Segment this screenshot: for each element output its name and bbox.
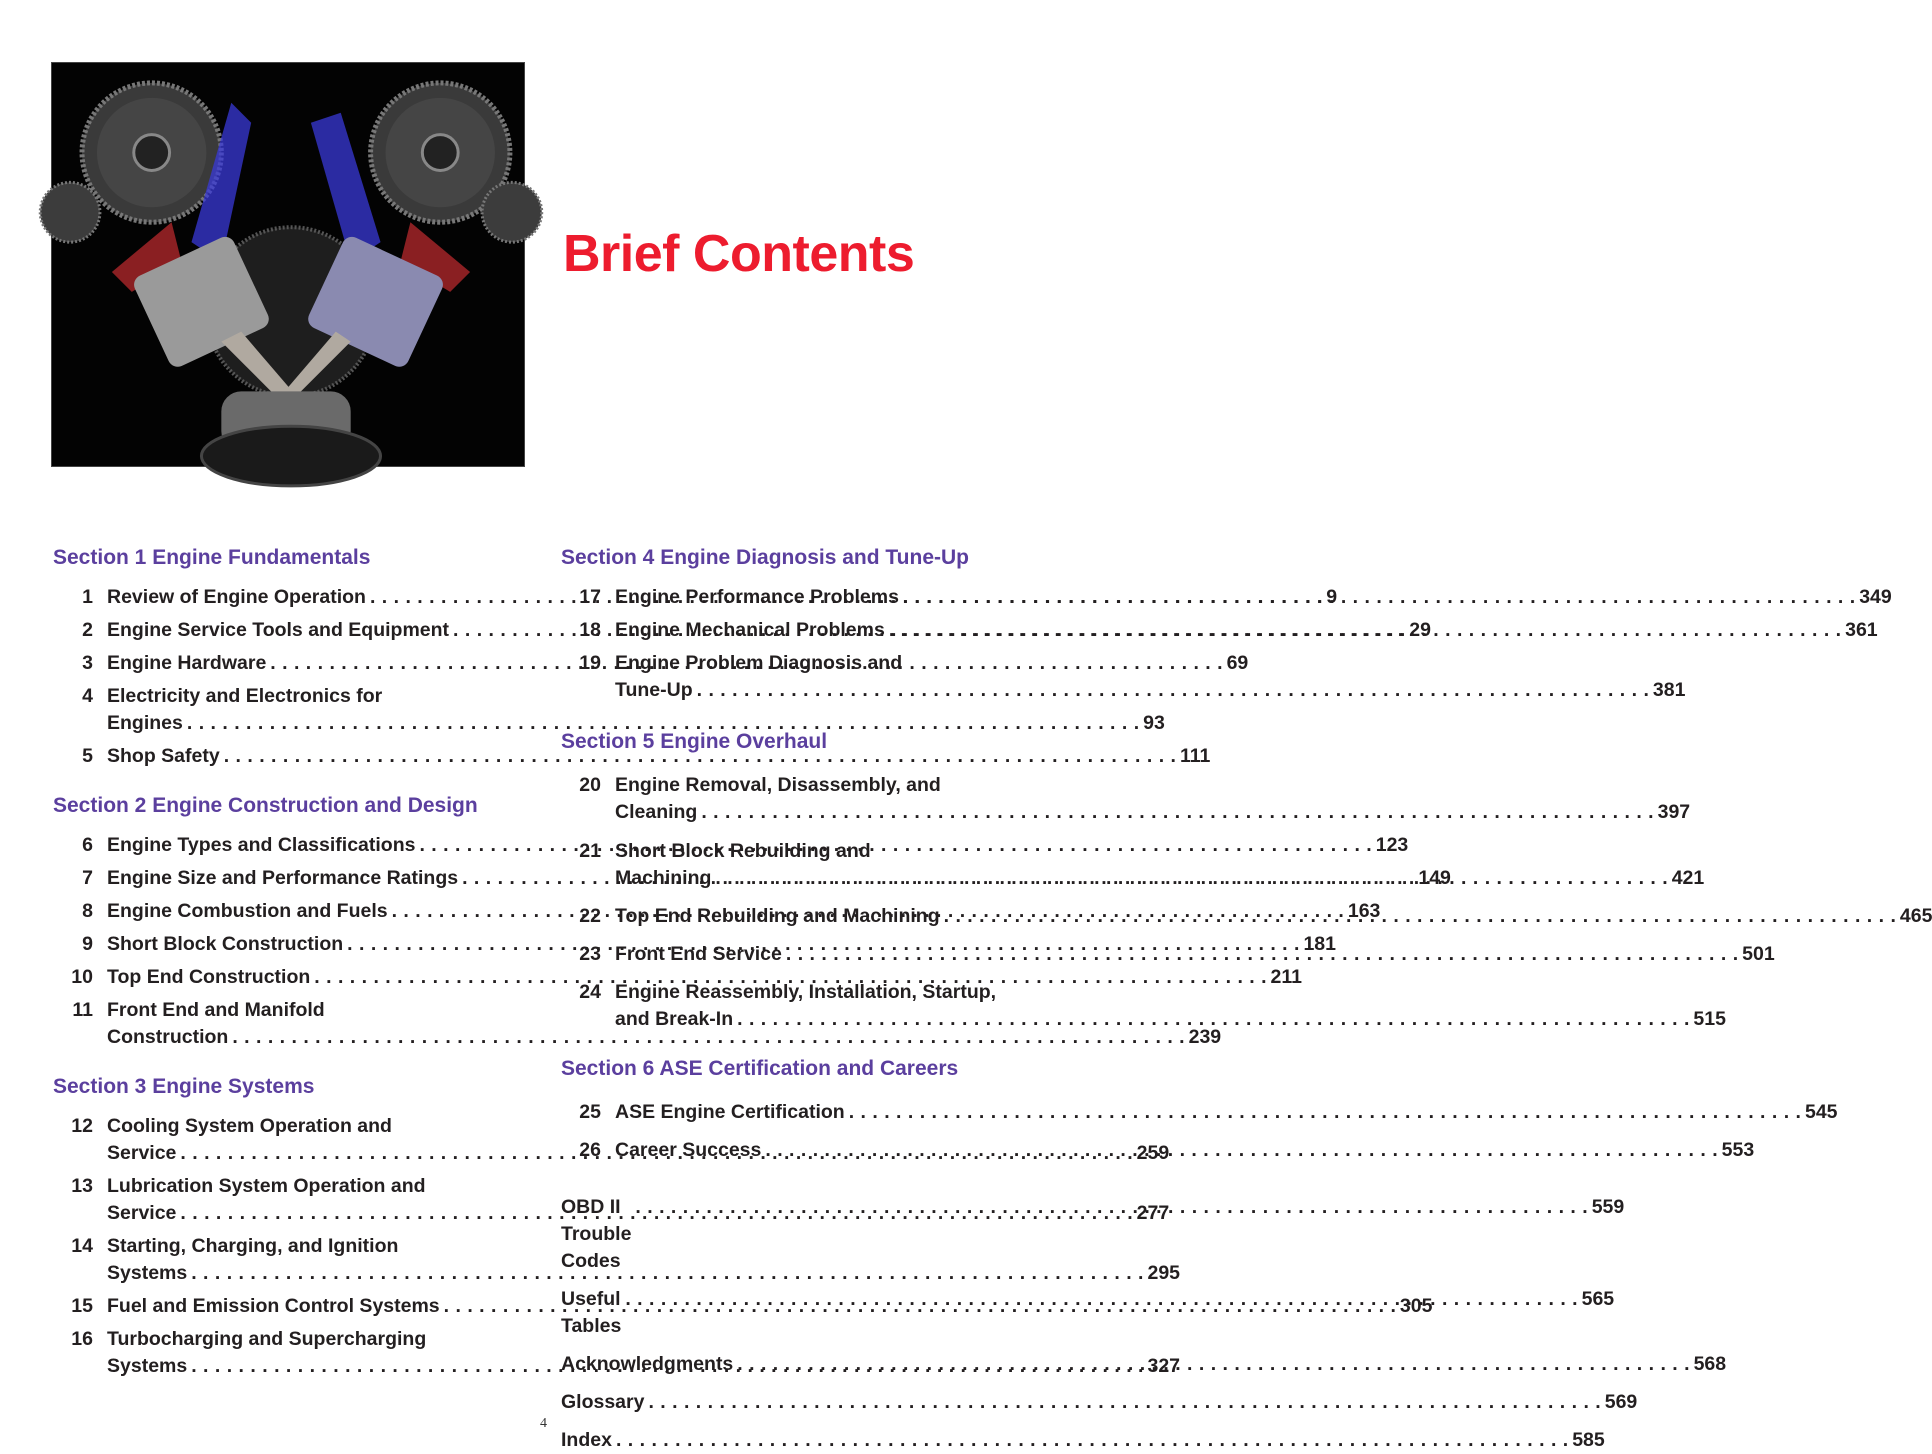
chapter-title: Engine Size and Performance Ratings (107, 867, 459, 889)
page-number: 565 (1581, 1288, 1615, 1310)
chapter-number: 9 (82, 933, 93, 955)
chapter-title: Engine Removal, Disassembly, and (615, 774, 941, 796)
page-number: 381 (1652, 679, 1686, 701)
page-number: 29 (1409, 619, 1431, 641)
page-number: 545 (1804, 1101, 1838, 1123)
chapter-number: 23 (579, 943, 601, 965)
chapter-number: 19 (579, 652, 601, 674)
dot-leader (625, 1286, 1577, 1313)
chapter-number: 10 (71, 966, 93, 988)
dot-leader (903, 584, 1855, 611)
dot-leader (648, 1389, 1600, 1416)
chapter-title: Shop Safety (107, 745, 220, 767)
chapter-title-cont: Service (107, 1202, 177, 1224)
chapter-title: Career Success (615, 1139, 762, 1161)
chapter-number: 21 (579, 840, 601, 862)
page-number: 421 (1671, 867, 1705, 889)
dot-leader (849, 1099, 1801, 1126)
page-number: 397 (1657, 801, 1691, 823)
chapter-title: Front End and Manifold (107, 999, 325, 1021)
dot-leader (737, 1006, 1689, 1033)
chapter-title-cont: Systems (107, 1262, 188, 1284)
page-number: 585 (1572, 1429, 1605, 1451)
entry-title: OBD II Trouble Codes (561, 1196, 632, 1272)
chapter-title-cont: Construction (107, 1026, 229, 1048)
entry-title: Useful Tables (561, 1288, 622, 1337)
section-heading: Section 4 Engine Diagnosis and Tune-Up (561, 546, 969, 569)
chapter-title: Short Block Construction (107, 933, 344, 955)
dot-leader (616, 1427, 1568, 1454)
chapter-title: Lubrication System Operation and (107, 1175, 426, 1197)
page-number: 553 (1721, 1139, 1755, 1161)
page-number: 569 (1604, 1391, 1638, 1413)
chapter-title: Engine Service Tools and Equipment (107, 619, 450, 641)
entry-title: Acknowledgments (561, 1353, 734, 1375)
chapter-title: Electricity and Electronics for (107, 685, 383, 707)
chapter-number: 15 (71, 1295, 93, 1317)
page-number: 327 (1147, 1355, 1181, 1377)
chapter-number: 18 (579, 619, 601, 641)
chapter-number: 5 (82, 745, 93, 767)
chapter-title-cont: Service (107, 1142, 177, 1164)
chapter-title-cont: Systems (107, 1355, 188, 1377)
dot-leader (635, 1194, 1587, 1221)
toc-entry[interactable] (53, 964, 1303, 991)
page-number: 568 (1693, 1353, 1727, 1375)
chapter-title: ASE Engine Certification (615, 1101, 845, 1123)
page-number: 277 (1136, 1202, 1170, 1224)
page-number: 239 (1188, 1026, 1222, 1048)
page-number: 295 (1147, 1262, 1181, 1284)
page-number: 515 (1693, 1008, 1726, 1030)
page-number: 69 (1226, 652, 1249, 674)
toc-entry[interactable] (53, 743, 1211, 770)
chapter-title: Review of Engine Operation (107, 586, 366, 608)
dot-leader (786, 941, 1738, 968)
toc-entry[interactable] (561, 772, 1691, 826)
toc-entry[interactable] (561, 979, 1726, 1033)
chapter-number: 4 (82, 685, 93, 707)
chapter-number: 6 (82, 834, 93, 856)
chapter-title: Top End Construction (107, 966, 311, 988)
chapter-number: 20 (579, 774, 601, 796)
chapter-title: Cooling System Operation and (107, 1115, 392, 1137)
page-number: 93 (1143, 712, 1165, 734)
page-title: Brief Contents (563, 225, 915, 283)
chapter-number: 13 (71, 1175, 93, 1197)
chapter-number: 25 (579, 1101, 601, 1123)
page-number: 361 (1845, 619, 1878, 641)
page-number: 181 (1303, 933, 1336, 955)
chapter-number: 17 (579, 586, 601, 608)
chapter-number: 3 (82, 652, 93, 674)
chapter-number: 7 (82, 867, 93, 889)
chapter-title-cont: Engines (107, 712, 183, 734)
dot-leader (944, 903, 1896, 930)
page-number: 163 (1347, 900, 1381, 922)
chapter-title-cont: Cleaning (615, 801, 698, 823)
chapter-number: 16 (71, 1328, 93, 1350)
page-number: 149 (1418, 867, 1451, 889)
page-number: 259 (1136, 1142, 1170, 1164)
chapter-title: Front End Service (615, 943, 782, 965)
chapter-title: Short Block Rebuilding and (615, 840, 871, 862)
chapter-number: 12 (71, 1115, 93, 1137)
chapter-title-cont: and Break-In (615, 1008, 734, 1030)
page-number: 501 (1742, 943, 1775, 965)
page-number: 465 (1899, 905, 1932, 927)
chapter-title: Starting, Charging, and Ignition (107, 1235, 399, 1257)
dot-leader (889, 617, 1841, 644)
page-number: 559 (1591, 1196, 1625, 1218)
chapter-number: 22 (579, 905, 601, 927)
dot-leader (737, 1351, 1689, 1378)
toc-entry[interactable] (561, 584, 1892, 611)
chapter-title: Engine Types and Classifications (107, 834, 416, 856)
chapter-number: 24 (579, 981, 601, 1003)
page-number: 349 (1859, 586, 1892, 608)
section-heading: Section 6 ASE Certification and Careers (561, 1057, 959, 1080)
toc-entry-glossary[interactable] (561, 1389, 1638, 1416)
page-number: 211 (1270, 966, 1303, 988)
chapter-title: Engine Hardware (107, 652, 267, 674)
chapter-title: Engine Combustion and Fuels (107, 900, 388, 922)
engine-cutaway-image (51, 62, 525, 467)
chapter-number: 26 (579, 1139, 601, 1161)
chapter-number: 8 (82, 900, 93, 922)
chapter-title: Fuel and Emission Control Systems (107, 1295, 440, 1317)
page-number: 9 (1326, 586, 1338, 608)
section-heading: Section 5 Engine Overhaul (561, 730, 828, 753)
page-number: 111 (1179, 745, 1211, 767)
chapter-title: Engine Mechanical Problems (615, 619, 885, 641)
chapter-title: Engine Problem Diagnosis and (615, 652, 903, 674)
toc-entry-index[interactable] (561, 1427, 1605, 1454)
dot-leader (765, 1137, 1717, 1164)
chapter-number: 2 (82, 619, 93, 641)
section-heading: Section 1 Engine Fundamentals (53, 546, 371, 569)
chapter-number: 1 (82, 586, 93, 608)
chapter-title: Top End Rebuilding and Machining (615, 905, 940, 927)
engine-illustration-icon (52, 63, 524, 466)
entry-title: Glossary (561, 1391, 645, 1413)
entry-title: Index (561, 1429, 612, 1451)
page-number: 123 (1375, 834, 1409, 856)
section-heading: Section 3 Engine Systems (53, 1075, 315, 1098)
toc-entry[interactable] (53, 1173, 1170, 1227)
page-footer-number: 4 (540, 1416, 547, 1431)
dot-leader (715, 865, 1667, 892)
section-heading: Section 2 Engine Construction and Design (53, 794, 478, 817)
chapter-number: 14 (71, 1235, 93, 1257)
page-number: 305 (1399, 1295, 1433, 1317)
toc-entry[interactable] (561, 1099, 1838, 1126)
chapter-title-cont: Tune-Up (615, 679, 693, 701)
chapter-title: Engine Performance Problems (615, 586, 899, 608)
chapter-title: Engine Reassembly, Installation, Startup, (615, 981, 997, 1003)
chapter-number: 11 (72, 999, 93, 1021)
dot-leader (697, 677, 1649, 704)
dot-leader (701, 799, 1653, 826)
chapter-title-cont: Machining (615, 867, 712, 889)
chapter-title: Turbocharging and Supercharging (107, 1328, 427, 1350)
